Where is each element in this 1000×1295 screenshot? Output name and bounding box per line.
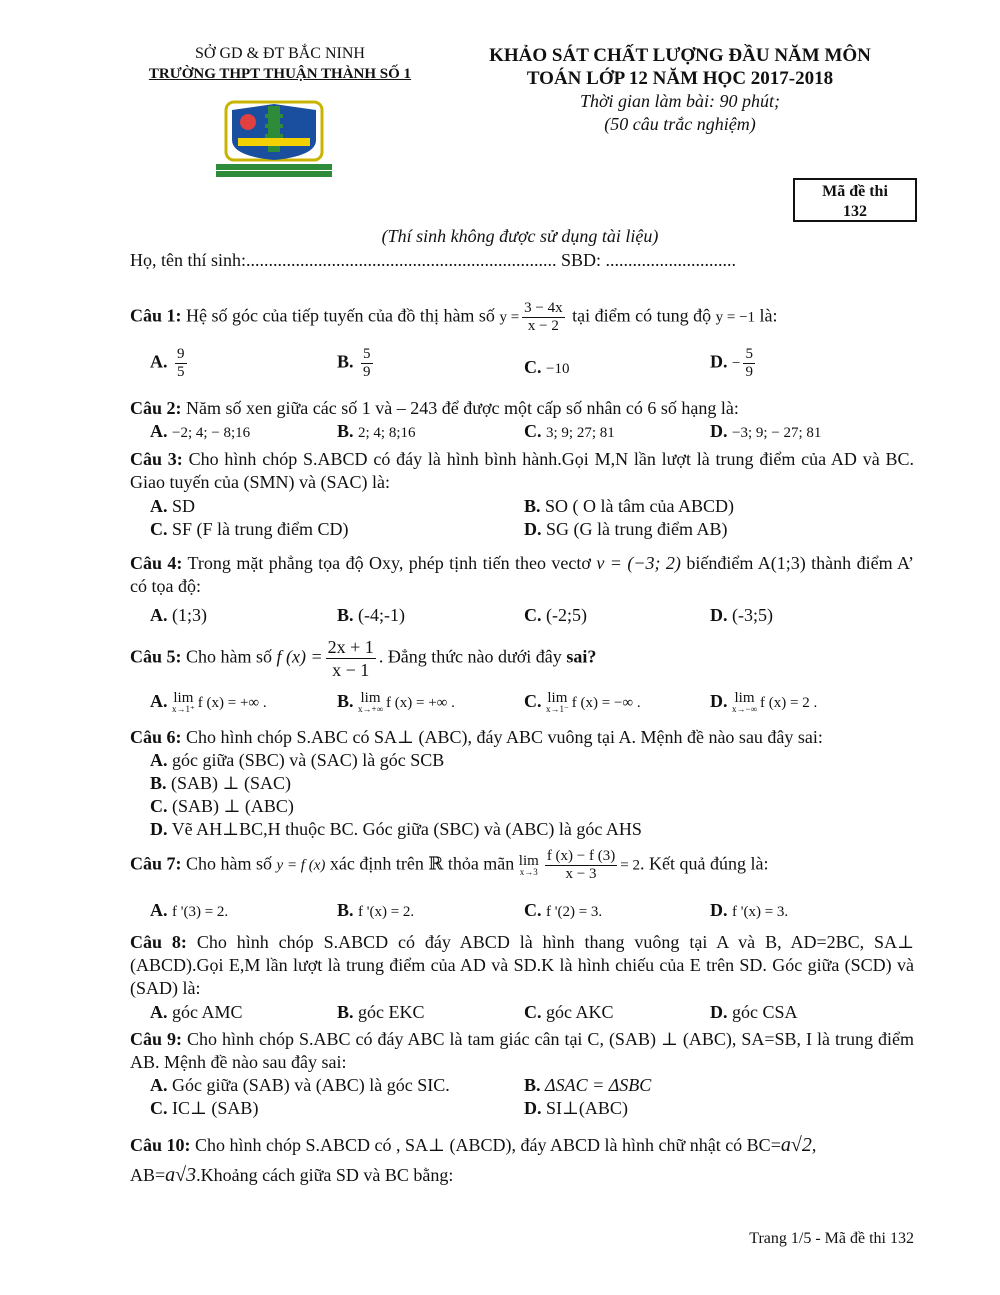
math-expr: = 2 bbox=[620, 857, 640, 874]
option-key: C. bbox=[150, 796, 168, 816]
question-label: Câu 4: bbox=[130, 553, 183, 573]
option-c bbox=[524, 604, 587, 626]
option-value: f '(2) = 3. bbox=[546, 904, 603, 920]
option-value: f (x) = +∞ . bbox=[197, 695, 267, 711]
limit: lim x→1⁺ bbox=[172, 689, 195, 714]
exam-code-box bbox=[793, 178, 917, 222]
denominator: 9 bbox=[745, 364, 753, 380]
fraction bbox=[175, 346, 187, 381]
option-d bbox=[710, 420, 821, 444]
option-b bbox=[337, 1001, 425, 1023]
option-value: Vẽ AH⊥BC,H thuộc BC. Góc giữa (SBC) và (ABC) là góc AHS bbox=[171, 819, 642, 839]
question-label: Câu 9: bbox=[130, 1029, 183, 1049]
question-text: AB= bbox=[130, 1165, 166, 1185]
question-text: là: bbox=[759, 305, 778, 326]
option-value: góc AKC bbox=[546, 1002, 614, 1022]
question-3 bbox=[130, 448, 914, 494]
option-value: (SAB) ⊥ (SAC) bbox=[171, 773, 291, 793]
option-c bbox=[524, 690, 641, 714]
question-text: Năm số xen giữa các số 1 và – 243 để được một cấp số nhân có 6 số hạng là: bbox=[186, 398, 739, 418]
question-label: Câu 8: bbox=[130, 932, 187, 952]
math-expr: y = −1 bbox=[715, 309, 756, 326]
option-value: (-3;5) bbox=[732, 605, 773, 625]
question-6 bbox=[130, 726, 914, 749]
question-label: Câu 6: bbox=[130, 727, 182, 747]
question-label: Câu 2: bbox=[130, 398, 182, 418]
option-a bbox=[150, 1074, 450, 1096]
option-d bbox=[524, 1097, 628, 1119]
option-key: C. bbox=[524, 691, 542, 711]
option-key: C. bbox=[524, 900, 542, 920]
question-text: Cho hình chóp S.ABC có đáy ABC là tam giác cân tại C, (SAB) ⊥ (ABC), SA=SB, I là trung điểm AB. Mệnh đề nào sau đây sai: bbox=[130, 1029, 915, 1072]
numerator: 5 bbox=[745, 346, 753, 362]
fraction bbox=[361, 346, 373, 381]
option-key: C. bbox=[524, 1002, 542, 1022]
option-c bbox=[524, 356, 569, 380]
option-b bbox=[337, 346, 376, 381]
option-value: 3; 9; 27; 81 bbox=[546, 425, 615, 441]
numerator: 3 − 4x bbox=[524, 300, 563, 316]
option-value: góc giữa (SBC) và (SAC) là góc SCB bbox=[172, 750, 445, 770]
option-key: B. bbox=[337, 691, 354, 711]
option-value: góc AMC bbox=[172, 1002, 243, 1022]
limit-sub: x→1⁻ bbox=[546, 703, 569, 714]
option-b bbox=[337, 899, 414, 923]
limit: lim x→3 bbox=[518, 852, 539, 877]
option-value: góc EKC bbox=[358, 1002, 425, 1022]
limit: lim x→−∞ bbox=[732, 689, 757, 714]
numerator: 9 bbox=[177, 346, 185, 362]
limit-sub: x→+∞ bbox=[358, 703, 384, 714]
option-c bbox=[524, 899, 602, 923]
option-d bbox=[710, 1001, 798, 1023]
option-value: f '(x) = 2. bbox=[358, 904, 415, 920]
question-label: Câu 5: bbox=[130, 646, 182, 667]
option-key: B. bbox=[337, 900, 354, 920]
option-key: D. bbox=[710, 605, 728, 625]
option-key: D. bbox=[710, 1002, 728, 1022]
denominator: x − 2 bbox=[527, 318, 559, 334]
option-value: f '(x) = 3. bbox=[732, 904, 789, 920]
school-logo bbox=[216, 100, 332, 178]
option-value: 2; 4; 8;16 bbox=[358, 425, 416, 441]
option-b bbox=[337, 604, 405, 626]
option-key: B. bbox=[337, 421, 354, 441]
option-c bbox=[524, 420, 615, 444]
dept-name: SỞ GD & ĐT BẮC NINH bbox=[195, 45, 365, 62]
question-2 bbox=[130, 397, 914, 420]
option-a bbox=[150, 604, 207, 626]
limit-sub: x→−∞ bbox=[732, 703, 757, 714]
option-key: C. bbox=[524, 357, 542, 377]
option-value: (SAB) ⊥ (ABC) bbox=[172, 796, 294, 816]
question-1 bbox=[130, 300, 914, 335]
exam-time: Thời gian làm bài: 90 phút; bbox=[579, 91, 781, 111]
question-text: biếnđiểm A(1;3) thành điểm A’ có tọa độ: bbox=[130, 553, 915, 596]
option-key: B. bbox=[150, 773, 167, 793]
option-key: D. bbox=[710, 691, 728, 711]
option-value: −3; 9; − 27; 81 bbox=[732, 425, 822, 441]
option-a bbox=[150, 690, 267, 714]
option-a bbox=[150, 749, 444, 771]
limit-sub: x→1⁺ bbox=[172, 703, 195, 714]
option-a bbox=[150, 420, 250, 444]
option-a bbox=[150, 495, 195, 517]
question-text: Cho hình chóp S.ABC có SA⊥ (ABC), đáy ABC vuông tại A. Mệnh đề nào sau đây sai: bbox=[186, 727, 823, 747]
question-10 bbox=[130, 1130, 914, 1190]
exam-code-value: 132 bbox=[843, 203, 867, 220]
option-key: A. bbox=[150, 750, 168, 770]
question-4 bbox=[130, 552, 914, 598]
option-key: D. bbox=[524, 1098, 542, 1118]
question-text: Cho hàm số bbox=[186, 646, 273, 667]
option-value: SD bbox=[172, 496, 196, 516]
question-label: Câu 1: bbox=[130, 305, 182, 326]
option-key: C. bbox=[524, 605, 542, 625]
option-key: A. bbox=[150, 351, 168, 372]
question-text: , bbox=[811, 1135, 817, 1155]
option-key: C. bbox=[150, 519, 168, 539]
question-text: Hệ số góc của tiếp tuyến của đồ thị hàm số bbox=[186, 305, 495, 326]
option-value: (1;3) bbox=[172, 605, 207, 625]
option-key: C. bbox=[524, 421, 542, 441]
option-c bbox=[524, 1001, 614, 1023]
question-text: Trong mặt phẳng tọa độ Oxy, phép tịnh tiến theo vectơ bbox=[187, 553, 591, 573]
header-left bbox=[130, 44, 430, 84]
option-value: −10 bbox=[546, 361, 570, 377]
option-key: D. bbox=[710, 900, 728, 920]
option-b bbox=[150, 772, 291, 794]
option-d bbox=[150, 818, 642, 840]
option-key: B. bbox=[337, 605, 354, 625]
exam-question-count: (50 câu trắc nghiệm) bbox=[604, 114, 756, 134]
question-text: Cho hình chóp S.ABCD có đáy là hình bình hành.Gọi M,N lần lượt là trung điểm của AD và BC. Giao tuyến của (SMN) và (SAC) là: bbox=[130, 449, 915, 492]
option-value: (-4;-1) bbox=[358, 605, 405, 625]
option-value: IC⊥ (SAB) bbox=[172, 1098, 259, 1118]
page-footer: Trang 1/5 - Mã đề thi 132 bbox=[749, 1230, 914, 1247]
option-value: f (x) = −∞ . bbox=[571, 695, 641, 711]
question-label: Câu 7: bbox=[130, 853, 182, 874]
option-value: SO ( O là tâm của ABCD) bbox=[545, 496, 734, 516]
option-key: D. bbox=[524, 519, 542, 539]
math-expr: a√3 bbox=[165, 1164, 197, 1186]
question-text: .Khoảng cách giữa SD và BC bằng: bbox=[196, 1165, 454, 1185]
fraction bbox=[743, 346, 755, 381]
option-value: góc CSA bbox=[732, 1002, 798, 1022]
option-d bbox=[710, 346, 758, 381]
option-b bbox=[524, 1074, 651, 1096]
denominator: 5 bbox=[177, 364, 185, 380]
question-emphasis: sai? bbox=[566, 646, 597, 667]
limit: lim x→1⁻ bbox=[546, 689, 569, 714]
option-b bbox=[337, 690, 455, 714]
question-label: Câu 10: bbox=[130, 1135, 191, 1155]
math-expr: a√2 bbox=[780, 1134, 812, 1156]
exam-code-label: Mã đề thi bbox=[822, 183, 888, 200]
option-key: B. bbox=[524, 1075, 541, 1095]
numerator: 5 bbox=[363, 346, 371, 362]
option-a bbox=[150, 1001, 243, 1023]
math-expr: y = bbox=[499, 309, 520, 326]
question-text: xác định trên ℝ thỏa mãn bbox=[329, 853, 515, 874]
option-key: A. bbox=[150, 421, 168, 441]
option-c bbox=[150, 1097, 258, 1119]
option-value: f '(3) = 2. bbox=[172, 904, 229, 920]
exam-title-line2: TOÁN LỚP 12 NĂM HỌC 2017-2018 bbox=[526, 68, 834, 89]
question-text: Cho hình chóp S.ABCD có đáy ABCD là hình thang vuông tại A và B, AD=2BC, SA⊥ (ABCD).Gọi E,M lần lượt là trung điểm của AD và SD.K là hình chiếu của E trên SD. Góc giữa (SCD) và (SAD) là: bbox=[130, 932, 914, 998]
math-expr: y = f (x) bbox=[276, 857, 326, 874]
option-d bbox=[524, 518, 728, 540]
question-label: Câu 3: bbox=[130, 449, 183, 469]
denominator: x − 1 bbox=[332, 660, 370, 680]
question-7 bbox=[130, 848, 914, 883]
option-value: SF (F là trung điểm CD) bbox=[172, 519, 349, 539]
exam-title-line1: KHẢO SÁT CHẤT LƯỢNG ĐẦU NĂM MÔN bbox=[489, 45, 871, 66]
option-sign: − bbox=[732, 355, 741, 372]
option-key: D. bbox=[150, 819, 168, 839]
option-key: A. bbox=[150, 691, 168, 711]
denominator: x − 3 bbox=[565, 866, 597, 882]
option-key: A. bbox=[150, 496, 168, 516]
question-text: tại điểm có tung độ bbox=[572, 305, 712, 326]
option-d bbox=[710, 604, 773, 626]
fraction bbox=[545, 848, 617, 883]
question-text: . Kết quả đúng là: bbox=[639, 853, 769, 874]
option-value: (-2;5) bbox=[546, 605, 587, 625]
denominator: 9 bbox=[363, 364, 371, 380]
question-5 bbox=[130, 636, 914, 681]
option-d bbox=[710, 899, 788, 923]
option-value: f (x) = +∞ . bbox=[386, 695, 455, 711]
option-key: A. bbox=[150, 605, 168, 625]
limit: lim x→+∞ bbox=[358, 689, 384, 714]
option-b bbox=[524, 495, 734, 517]
option-key: D. bbox=[710, 421, 728, 441]
option-value: SG (G là trung điểm AB) bbox=[546, 519, 728, 539]
candidate-name-line: Họ, tên thí sinh:..................................................................... SBD: ............................. bbox=[130, 250, 737, 270]
option-key: D. bbox=[710, 351, 728, 372]
option-key: A. bbox=[150, 1002, 168, 1022]
option-value: −2; 4; − 8;16 bbox=[172, 425, 251, 441]
limit-sub: x→3 bbox=[519, 866, 538, 877]
option-key: A. bbox=[150, 1075, 168, 1095]
fraction bbox=[326, 636, 376, 681]
question-text: Cho hàm số bbox=[186, 853, 273, 874]
school-name: TRƯỜNG THPT THUẬN THÀNH SỐ 1 bbox=[148, 66, 412, 82]
header-right bbox=[440, 44, 920, 136]
option-key: C. bbox=[150, 1098, 168, 1118]
option-key: B. bbox=[524, 496, 541, 516]
option-key: A. bbox=[150, 900, 168, 920]
option-key: B. bbox=[337, 351, 354, 372]
option-a bbox=[150, 346, 190, 381]
option-value: f (x) = 2 . bbox=[760, 695, 818, 711]
option-c bbox=[150, 518, 349, 540]
option-value: SI⊥(ABC) bbox=[546, 1098, 628, 1118]
numerator: f (x) − f (3) bbox=[546, 848, 616, 864]
question-text: . Đẳng thức nào dưới đây bbox=[378, 646, 562, 667]
option-a bbox=[150, 899, 228, 923]
exam-note: (Thí sinh không được sử dụng tài liệu) bbox=[381, 226, 659, 246]
option-d bbox=[710, 690, 817, 714]
fraction bbox=[522, 300, 564, 335]
option-value: Góc giữa (SAB) và (ABC) là góc SIC. bbox=[172, 1075, 450, 1095]
vector-expr: v = (−3; 2) bbox=[596, 553, 681, 573]
option-key: B. bbox=[337, 1002, 354, 1022]
option-value: ΔSAC = ΔSBC bbox=[545, 1075, 652, 1095]
option-b bbox=[337, 420, 416, 444]
option-c bbox=[150, 795, 294, 817]
numerator: 2x + 1 bbox=[327, 637, 374, 657]
question-8 bbox=[130, 931, 914, 1000]
question-text: Cho hình chóp S.ABCD có , SA⊥ (ABCD), đáy ABCD là hình chữ nhật có BC= bbox=[195, 1135, 781, 1155]
question-9 bbox=[130, 1028, 914, 1074]
math-expr: f (x) = bbox=[276, 646, 323, 667]
